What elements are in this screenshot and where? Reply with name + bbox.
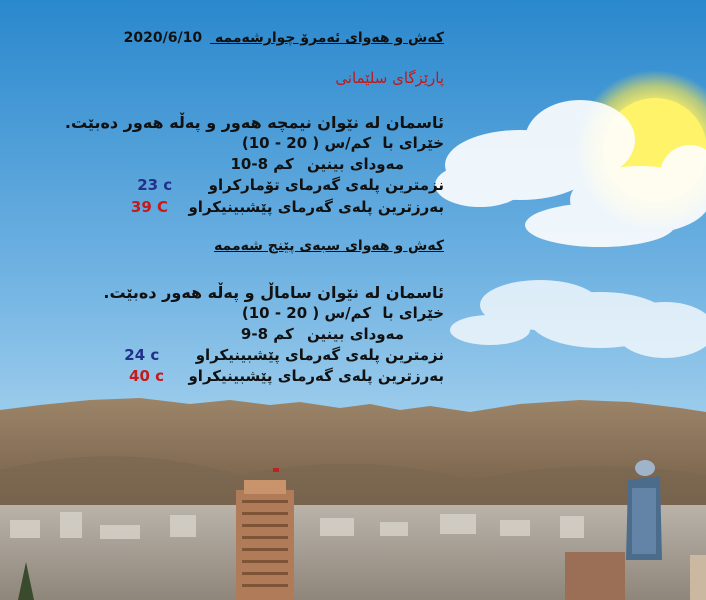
today-low-value: 23 c bbox=[137, 176, 173, 194]
tomorrow-wind-label: خێرای با bbox=[382, 304, 444, 322]
today-sky-text: ئاسمان لە نێوان نیمچە هەور و پەڵە هەور دەبێت. bbox=[64, 113, 444, 132]
today-header bbox=[124, 30, 444, 46]
tomorrow-high-row bbox=[129, 367, 444, 385]
today-visibility-value: 10-8 کم bbox=[230, 155, 294, 173]
tomorrow-visibility-row bbox=[241, 325, 404, 343]
tomorrow-high-value: 40 c bbox=[129, 367, 165, 385]
today-visibility-row bbox=[230, 155, 404, 173]
tomorrow-wind-value: (10 - 20 ) کم/س bbox=[241, 304, 372, 322]
today-low-row bbox=[137, 176, 444, 194]
today-high-row bbox=[131, 198, 444, 216]
today-wind-row bbox=[242, 134, 444, 152]
tomorrow-wind-row bbox=[242, 304, 444, 322]
tomorrow-visibility-label: مەودای بینین bbox=[306, 325, 404, 343]
province-name: پارێزگای سلێمانی bbox=[335, 69, 444, 87]
today-visibility-label: مەودای بینین bbox=[306, 155, 404, 173]
today-low-label: نزمترین پلەی گەرمای تۆمارکراو bbox=[208, 176, 444, 194]
today-high-label: بەرزترین پلەی گەرمای پێشبینیکراو bbox=[188, 198, 444, 216]
today-date: 2020/6/10 bbox=[123, 30, 203, 46]
today-high-value: 39 C bbox=[130, 198, 169, 216]
tomorrow-high-label: بەرزترین پلەی گەرمای پێشبینیکراو bbox=[188, 367, 444, 385]
tomorrow-header: کەش و هەوای سبەی پێنج شەممە bbox=[214, 238, 444, 254]
today-wind-label: خێرای با bbox=[382, 134, 444, 152]
today-title: کەش و هەوای ئەمرۆ چوارشەممە bbox=[214, 30, 444, 46]
tomorrow-visibility-value: 9-8 کم bbox=[240, 325, 294, 343]
tomorrow-low-value: 24 c bbox=[124, 346, 160, 364]
today-wind-value: (10 - 20 ) کم/س bbox=[241, 134, 372, 152]
tomorrow-low-label: نزمترین پلەی گەرمای پێشبینیکراو bbox=[195, 346, 444, 364]
tomorrow-low-row bbox=[124, 346, 444, 364]
tomorrow-sky-text: ئاسمان لە نێوان ساماڵ و پەڵە هەور دەبێت. bbox=[103, 283, 444, 302]
tower-building bbox=[236, 480, 294, 600]
